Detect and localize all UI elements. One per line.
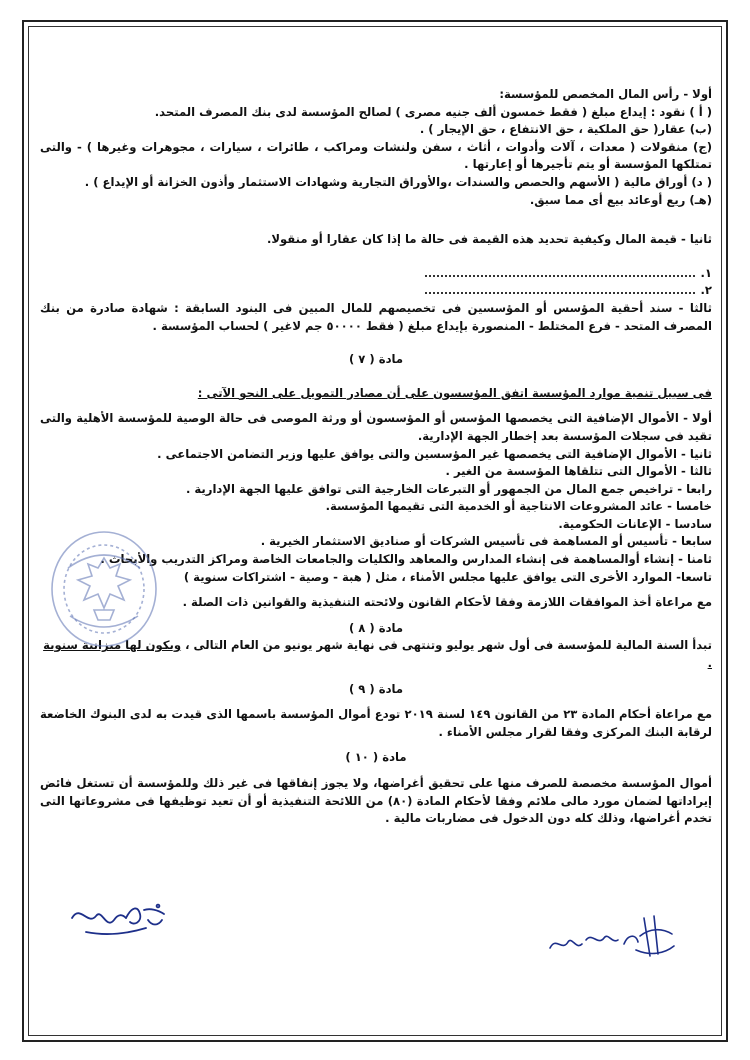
dotted-blank [425, 282, 695, 294]
article-7-note: مع مراعاة أخذ الموافقات اللازمة وفقا لأحكام القانون ولائحته التنفيذية والقوانين ذات الصلة . [182, 595, 712, 610]
value-heading: ثانيا - قيمة المال وكيفية تحديد هذه القيمة فى حالة ما إذا كان عقارا أو منقولا. [266, 232, 712, 247]
capital-item-e: (هـ) ريع أوعائد بيع أى مما سبق. [529, 192, 712, 207]
funding-item-4: رابعا - تراخيص جمع المال من الجمهور أو التبرعات الخارجية التى توافق عليها الجهة الإدارية . [185, 481, 712, 496]
article-10-title: مادة ( ١٠ ) [345, 750, 407, 765]
document-body [40, 86, 712, 828]
funding-item-8: ثامنا - إنشاء أوالمساهمة فى إنشاء المدارس والمعاهد والكليات والجامعات الخاصة ومراكز التدريب والأبحاث . [100, 552, 712, 567]
article-7-intro: فى سبيل تنمية موارد المؤسسة اتفق المؤسسون على أن مصادر التمويل على النحو الآتى : [197, 385, 712, 400]
capital-heading: أولا - رأس المال المخصص للمؤسسة: [499, 87, 712, 101]
capital-item-b: (ب) عقار( حق الملكية ، حق الانتفاع ، حق الإيجار ) . [419, 122, 712, 137]
dotted-blank [425, 265, 695, 277]
funding-item-5: خامسا - عائد المشروعات الانتاجية أو الخدمية التى تقيمها المؤسسة. [325, 499, 712, 514]
blank-line-number: ١. [700, 265, 712, 280]
annual-budget-text: ويكون لها ميزانية سنوية . [43, 638, 712, 671]
article-9-text: مع مراعاة أحكام المادة ٢٣ من القانون ١٤٩ لسنة ٢٠١٩ تودع أموال المؤسسة باسمها الذى قيدت به لدى البنوك الخاضعة لرقابة البنك المركزى وفقا لقرار مجلس الأمناء . [40, 707, 712, 739]
entitlement-paragraph: ثالثا - سند أحقية المؤسس أو المؤسسين فى تخصيصهم للمال المبين فى البنود السابقة : شهادة صادرة من بنك المصرف المتحد - فرع المختلط - المنصورة بإيداع مبلغ ( فقط ٥٠٠٠٠ جم لاغير ) لحساب المؤسسة . [40, 300, 712, 333]
funding-item-6: سادسا - الإعانات الحكومية. [558, 516, 712, 531]
official-seal-stamp-icon [48, 528, 160, 650]
funding-item-2: ثانيا - الأموال الإضافية التى يخصصها غير المؤسسين والتى يوافق عليها وزير التضامن الاجتماعى . [157, 446, 712, 461]
blank-line-number: ٢. [700, 283, 712, 298]
blank-line-1 [40, 265, 712, 283]
capital-item-d: ( د) أوراق مالية ( الأسهم والحصص والسندات ،والأوراق التجارية وشهادات الاستثمار وأذون الخزانة أو الإيداع ) . [84, 174, 712, 189]
right-signature-icon [540, 910, 680, 962]
article-10-text: أموال المؤسسة مخصصة للصرف منها على تحقيق أغراضها، ولا يجوز إنفاقها فى غير ذلك وللمؤسسة أن تستغل فائض إيراداتها لضمان مورد مالى ملائم وفقا لأحكام المادة (٨٠) من اللائحة التنفيذية أو أن تعيد توظيفها فى مشروعاتها التى تخدم أغراضها، وذلك كله دون الدخول فى مضاربات مالية . [40, 776, 712, 826]
article-9-title: مادة ( ٩ ) [348, 681, 404, 696]
article-8-title: مادة ( ٨ ) [348, 620, 404, 635]
blank-line-2 [40, 282, 712, 300]
left-signature-icon [66, 896, 172, 942]
fiscal-year-text: تبدأ السنة المالية للمؤسسة فى أول شهر يوليو وتنتهى فى نهاية شهر يونيو من العام التالى ، [185, 638, 712, 653]
capital-item-a: ( أ ) نقود : إيداع مبلغ ( فقط خمسون ألف جنيه مصرى ) لصالح المؤسسة لدى بنك المصرف المتحد. [154, 104, 712, 119]
capital-item-c: (ج) منقولات ( معدات ، آلات وأدوات ، أثاث ، سفن ولنشات ومراكب ، طائرات ، سيارات ، مجوهرات وغيرها ) - والتى تمتلكها المؤسسة أو يتم تأجيرها أو إعارتها . [40, 139, 712, 172]
funding-item-1: أولا - الأموال الإضافية التى يخصصها المؤسس أو المؤسسون أو ورثة الموصى فى حالة الوصية للمؤسسة الأهلية والتى تقيد فى سجلات المؤسسة بعد إخطار الجهة الإدارية. [40, 411, 712, 443]
funding-item-9: تاسعا- الموارد الأخرى التى يوافق عليها مجلس الأمناء ، مثل ( هبة - وصية - اشتراكات سنوية ) [183, 569, 712, 584]
article-7-title: مادة ( ٧ ) [348, 352, 404, 367]
funding-item-3: ثالثا - الأموال التى تتلقاها المؤسسة من الغير . [445, 464, 712, 479]
funding-item-7: سابعا - تأسيس أو المساهمة فى تأسيس الشركات أو صناديق الاستثمار الخيرية . [260, 534, 712, 549]
